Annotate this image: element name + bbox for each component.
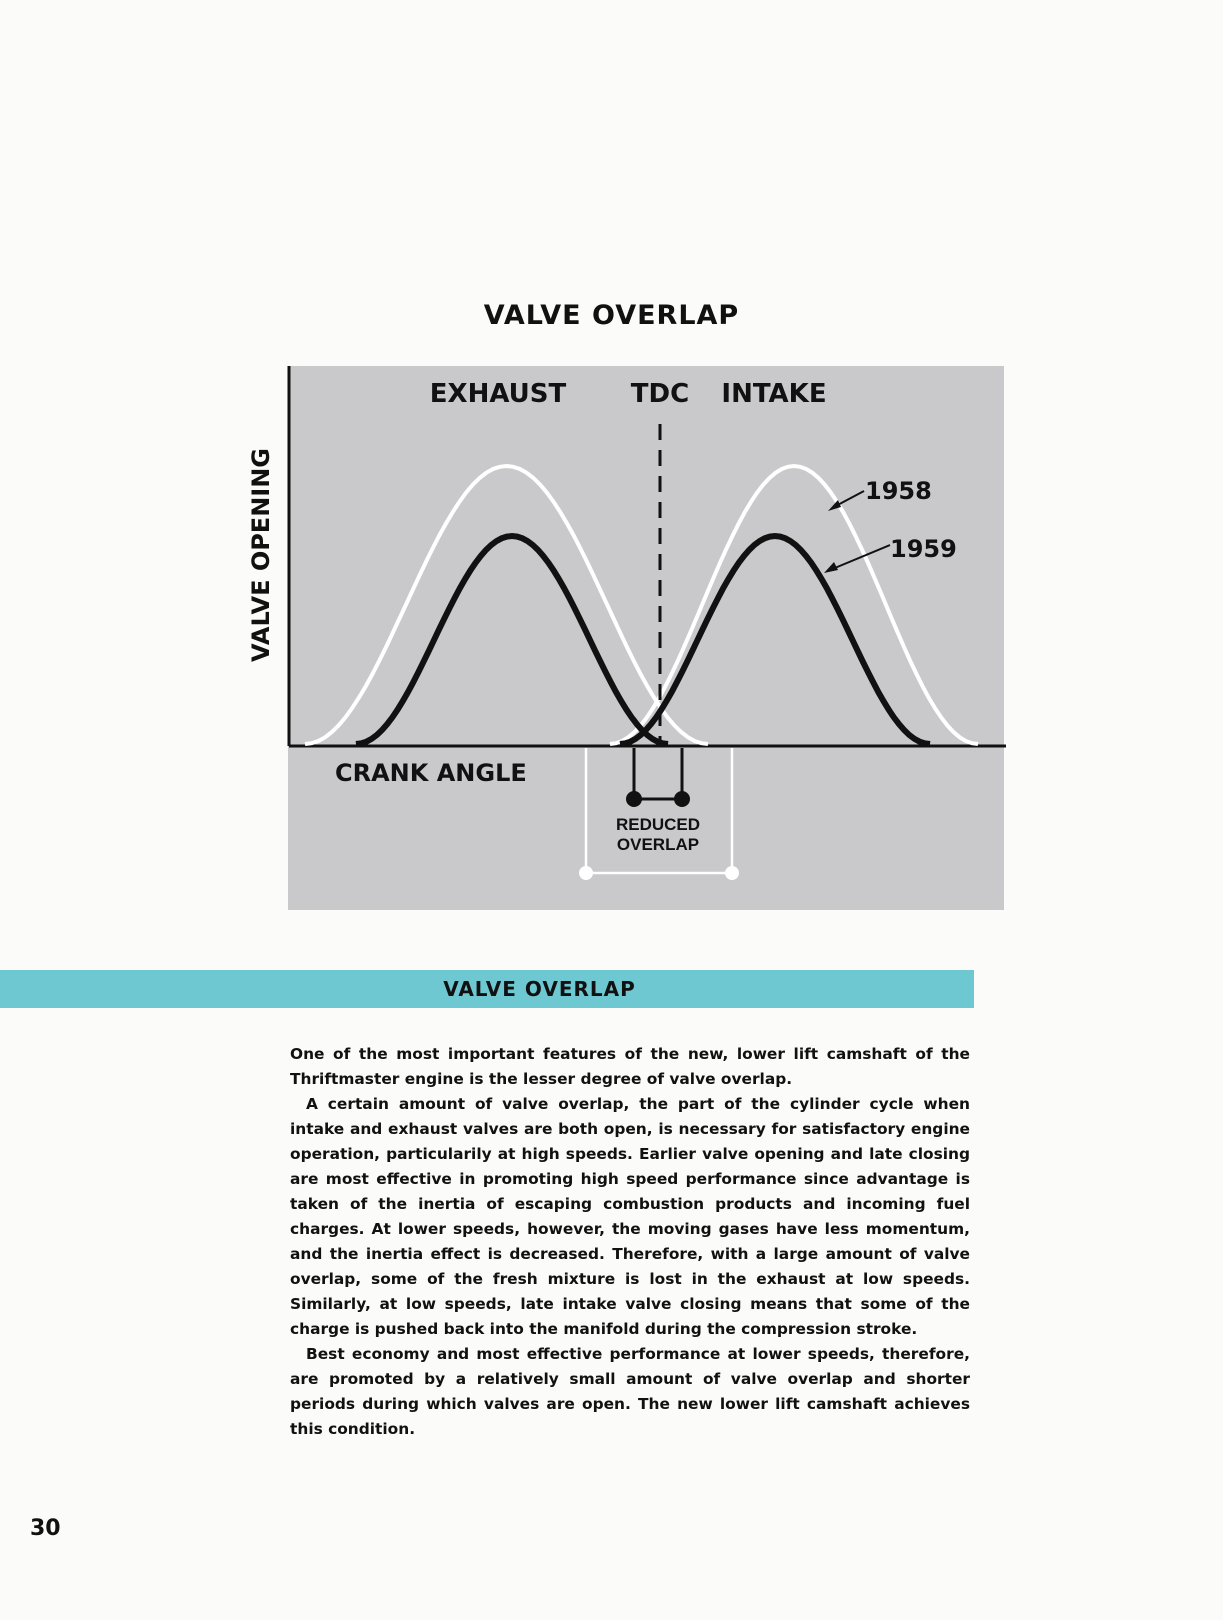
paragraph-1: One of the most important features of the new, lower lift camshaft of the Thriftmaster engine is the lesser degree of valve overlap.	[290, 1045, 970, 1088]
overlap-1958-point-left	[579, 866, 593, 880]
label-tdc: TDC	[630, 379, 690, 409]
label-year-1959: 1959	[890, 535, 957, 563]
body-text	[290, 1042, 970, 1442]
valve-overlap-diagram	[240, 360, 1010, 920]
label-crank-angle: CRANK ANGLE	[335, 759, 527, 787]
paragraph-2: A certain amount of valve overlap, the part of the cylinder cycle when intake and exhaust valves are both open, is necessary for satisfactory engine operation, particularily at high speeds. Earlier valve opening and late closing are most effective in promoting high speed performance since advantage is taken of the inertia of escaping combustion products and incoming fuel charges. At lower speeds, however, the moving gases have less momentum, and the inertia effect is decreased. Therefore, with a large amount of valve overlap, some of the fresh mixture is lost in the exhaust at low speeds. Similarly, at low speeds, late intake valve closing means that some of the charge is pushed back into the manifold during the compression stroke.	[290, 1095, 970, 1338]
section-banner	[0, 970, 974, 1008]
label-overlap: OVERLAP	[616, 835, 700, 854]
paragraph-3: Best economy and most effective performance at lower speeds, therefore, are promoted by a relatively small amount of valve overlap and shorter periods during which valves are open. The new lower lift camshaft achieves this condition.	[290, 1345, 970, 1438]
label-exhaust: EXHAUST	[429, 379, 567, 409]
reduced-overlap-point-right	[674, 791, 690, 807]
label-intake: INTAKE	[721, 379, 827, 409]
figure-title: VALVE OVERLAP	[483, 300, 740, 331]
section-title: VALVE OVERLAP	[443, 977, 636, 1001]
page-number: 30	[30, 1516, 61, 1541]
label-year-1958: 1958	[865, 477, 932, 505]
overlap-1958-point-right	[725, 866, 739, 880]
label-valve-opening: VALVE OPENING	[247, 447, 275, 663]
reduced-overlap-point-left	[626, 791, 642, 807]
label-reduced: REDUCED	[615, 815, 701, 834]
